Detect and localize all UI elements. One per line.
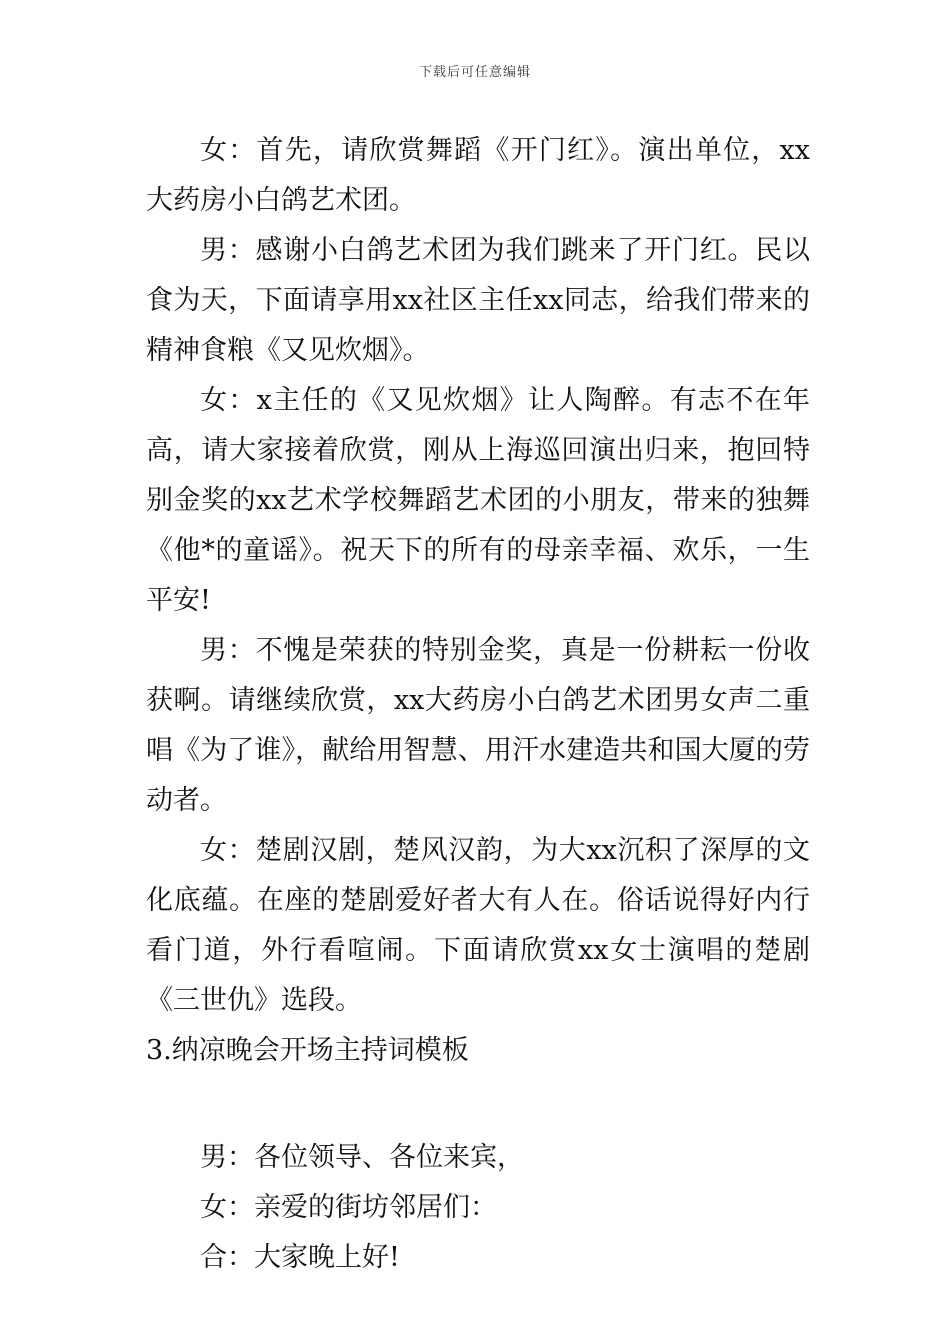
paragraph: 合：大家晚上好! [200, 1242, 400, 1273]
document-body [146, 126, 810, 1283]
paragraph: 女：x主任的《又见炊烟》让人陶醉。有志不在年高，请大家接着欣赏，刚从上海巡回演出归来，抱回特别金奖的xx艺术学校舞蹈艺术团的小朋友，带来的独舞《他*的童谣》。祝天下的所有的母亲幸福、欢乐，一生平安! [146, 385, 810, 616]
paragraph: 男：不愧是荣获的特别金奖，真是一份耕耘一份收获啊。请继续欣赏，xx大药房小白鸽艺术团男女声二重唱《为了谁》，献给用智慧、用汗水建造共和国大厦的劳动者。 [146, 635, 810, 816]
spacer [146, 1076, 810, 1133]
page-header-note: 下载后可任意编辑 [418, 65, 531, 80]
section-heading: 3.纳凉晚会开场主持词模板 [146, 1035, 469, 1066]
paragraph: 男：感谢小白鸽艺术团为我们跳来了开门红。民以食为天，下面请享用xx社区主任xx同志，给我们带来的精神食粮《又见炊烟》。 [146, 235, 810, 366]
paragraph: 男：各位领导、各位来宾， [200, 1142, 524, 1173]
paragraph: 女：楚剧汉剧，楚风汉韵，为大xx沉积了深厚的文化底蕴。在座的楚剧爱好者大有人在。俗话说得好内行看门道，外行看喧闹。下面请欣赏xx女士演唱的楚剧《三世仇》选段。 [146, 835, 810, 1016]
paragraph: 女：亲爱的街坊邻居们： [200, 1192, 497, 1223]
paragraph: 女：首先，请欣赏舞蹈《开门红》。演出单位，xx大药房小白鸽艺术团。 [146, 135, 810, 216]
